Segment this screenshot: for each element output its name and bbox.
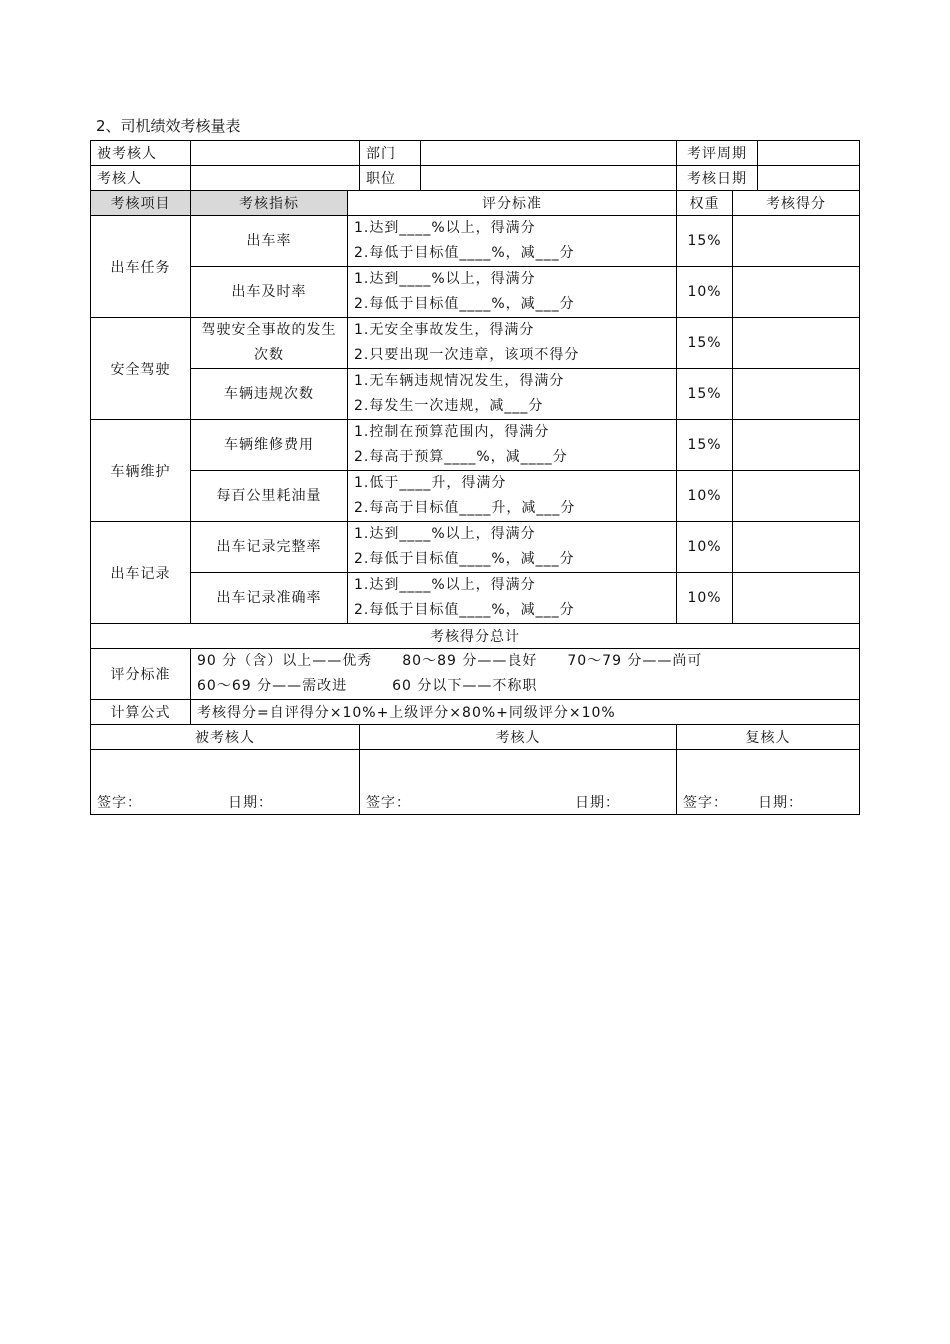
indicator-cell: 出车及时率	[191, 267, 348, 318]
criteria-line: 2.每高于目标值____升，减___分	[354, 500, 576, 516]
cycle-label: 考评周期	[677, 141, 758, 166]
formula-text: 考核得分=自评得分×10%+上级评分×80%+同级评分×10%	[191, 700, 860, 725]
weight-cell: 15%	[677, 369, 733, 420]
criteria-cell	[348, 420, 677, 471]
header-criteria: 评分标准	[348, 191, 677, 216]
criteria-cell	[348, 522, 677, 573]
page-title: 2、司机绩效考核量表	[96, 117, 241, 135]
criteria-line: 2.每低于目标值____%，减___分	[354, 245, 575, 261]
score-field[interactable]	[733, 318, 860, 369]
department-label: 部门	[360, 141, 421, 166]
sig-header-reviewee: 被考核人	[91, 725, 360, 750]
group-name: 安全驾驶	[91, 318, 191, 420]
sign-label: 签字：	[683, 795, 728, 811]
weight-cell: 15%	[677, 420, 733, 471]
criteria-cell	[348, 216, 677, 267]
reviewee-label: 被考核人	[91, 141, 191, 166]
reviewer-field[interactable]	[191, 166, 360, 191]
criteria-line: 1.达到____%以上，得满分	[354, 577, 536, 593]
criteria-line: 1.达到____%以上，得满分	[354, 220, 536, 236]
weight-cell: 10%	[677, 522, 733, 573]
header-weight: 权重	[677, 191, 733, 216]
sig-block-rechecker[interactable]	[677, 750, 860, 815]
header-item: 考核项目	[91, 191, 191, 216]
score-field[interactable]	[733, 573, 860, 624]
criteria-line: 1.低于____升，得满分	[354, 475, 507, 491]
criteria-cell	[348, 318, 677, 369]
score-field[interactable]	[733, 216, 860, 267]
group-name: 出车任务	[91, 216, 191, 318]
sig-block-reviewee[interactable]	[91, 750, 360, 815]
formula-label: 计算公式	[91, 700, 191, 725]
header-score: 考核得分	[733, 191, 860, 216]
criteria-line: 2.每低于目标值____%，减___分	[354, 551, 575, 567]
indicator-cell: 出车记录准确率	[191, 573, 348, 624]
rating-label: 评分标准	[91, 649, 191, 700]
indicator-cell: 车辆违规次数	[191, 369, 348, 420]
date-label: 日期：	[575, 795, 620, 811]
sig-header-reviewer: 考核人	[360, 725, 677, 750]
criteria-cell	[348, 267, 677, 318]
weight-cell: 10%	[677, 471, 733, 522]
sign-label: 签字：	[97, 795, 142, 811]
weight-cell: 10%	[677, 573, 733, 624]
date-label: 日期：	[758, 795, 803, 811]
score-field[interactable]	[733, 267, 860, 318]
weight-cell: 10%	[677, 267, 733, 318]
criteria-cell	[348, 369, 677, 420]
criteria-line: 2.每发生一次违规，减___分	[354, 398, 544, 414]
rating-text	[191, 649, 860, 700]
header-indicator: 考核指标	[191, 191, 348, 216]
sig-header-rechecker: 复核人	[677, 725, 860, 750]
criteria-line: 1.达到____%以上，得满分	[354, 526, 536, 542]
performance-table	[90, 140, 860, 815]
criteria-line: 2.每低于目标值____%，减___分	[354, 602, 575, 618]
weight-cell: 15%	[677, 318, 733, 369]
indicator-cell: 出车记录完整率	[191, 522, 348, 573]
criteria-cell	[348, 573, 677, 624]
weight-cell: 15%	[677, 216, 733, 267]
position-field[interactable]	[421, 166, 677, 191]
date-label: 日期：	[228, 795, 273, 811]
sign-label: 签字：	[366, 795, 411, 811]
criteria-line: 2.每低于目标值____%，减___分	[354, 296, 575, 312]
criteria-cell	[348, 471, 677, 522]
sig-block-reviewer[interactable]	[360, 750, 677, 815]
score-field[interactable]	[733, 420, 860, 471]
rating-line: 90 分（含）以上——优秀 80～89 分——良好 70～79 分——尚可	[197, 653, 703, 669]
date-label: 考核日期	[677, 166, 758, 191]
score-field[interactable]	[733, 369, 860, 420]
criteria-line: 2.只要出现一次违章，该项不得分	[354, 347, 580, 363]
reviewee-field[interactable]	[191, 141, 360, 166]
criteria-line: 1.控制在预算范围内，得满分	[354, 424, 550, 440]
criteria-line: 2.每高于预算____%，减____分	[354, 449, 568, 465]
group-name: 出车记录	[91, 522, 191, 624]
rating-line: 60～69 分——需改进 60 分以下——不称职	[197, 678, 538, 694]
criteria-line: 1.无车辆违规情况发生，得满分	[354, 373, 565, 389]
date-field[interactable]	[758, 166, 860, 191]
total-score-row: 考核得分总计	[91, 624, 860, 649]
group-name: 车辆维护	[91, 420, 191, 522]
indicator-cell: 车辆维修费用	[191, 420, 348, 471]
position-label: 职位	[360, 166, 421, 191]
department-field[interactable]	[421, 141, 677, 166]
score-field[interactable]	[733, 471, 860, 522]
indicator-cell: 出车率	[191, 216, 348, 267]
reviewer-label: 考核人	[91, 166, 191, 191]
cycle-field[interactable]	[758, 141, 860, 166]
score-field[interactable]	[733, 522, 860, 573]
criteria-line: 1.达到____%以上，得满分	[354, 271, 536, 287]
indicator-cell: 驾驶安全事故的发生次数	[191, 318, 348, 369]
indicator-cell: 每百公里耗油量	[191, 471, 348, 522]
criteria-line: 1.无安全事故发生，得满分	[354, 322, 535, 338]
